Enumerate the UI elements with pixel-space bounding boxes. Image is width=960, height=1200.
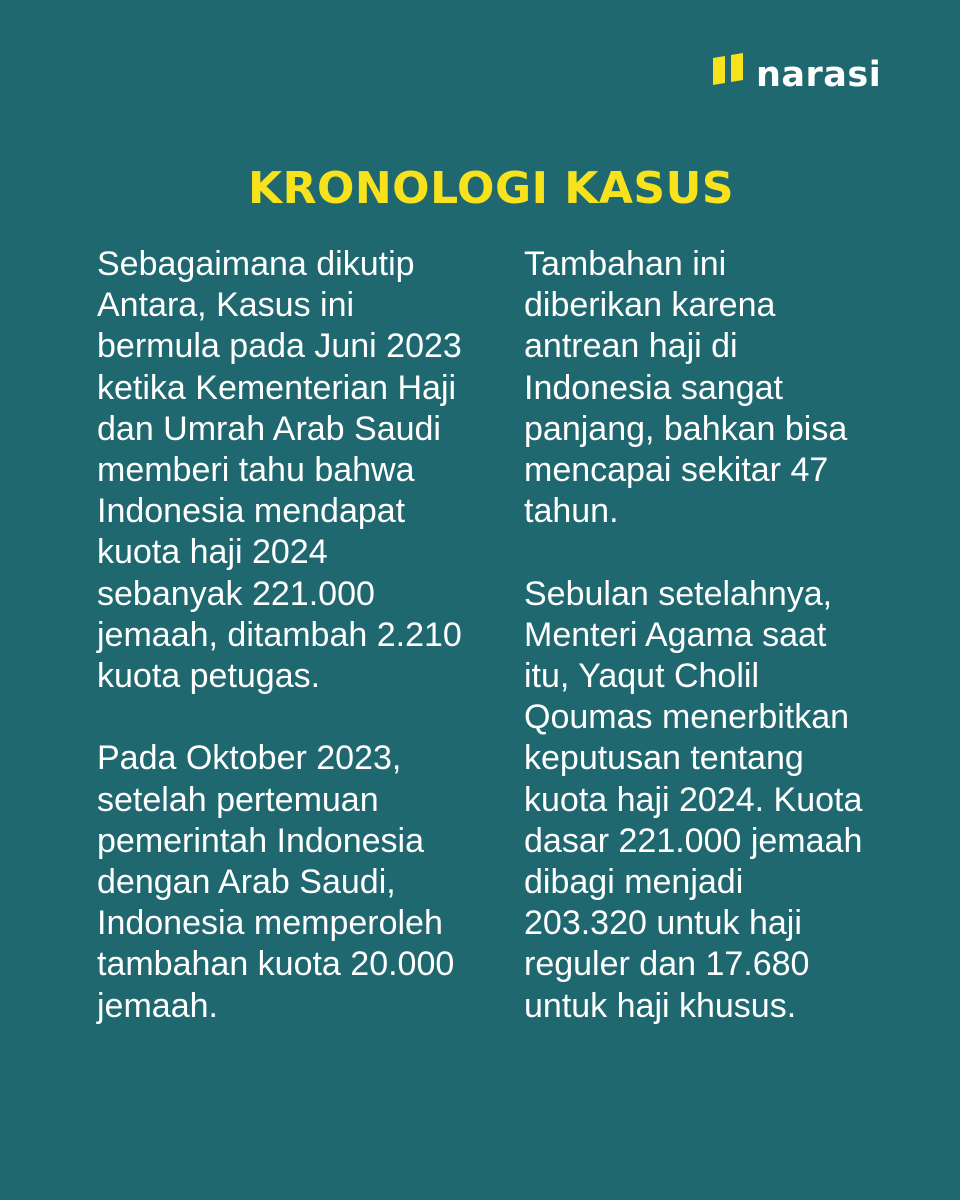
text-line: Qoumas menerbitkan bbox=[524, 698, 850, 737]
text-line: bermula pada Juni 2023 bbox=[97, 327, 462, 366]
text-line: Tambahan ini bbox=[524, 245, 727, 283]
paragraph bbox=[524, 574, 944, 1027]
left-column bbox=[97, 244, 497, 1027]
text-line: dengan Arab Saudi, bbox=[97, 863, 396, 902]
text-line: pemerintah Indonesia bbox=[97, 821, 425, 860]
text-line: dan Umrah Arab Saudi bbox=[97, 409, 441, 448]
text-line: untuk haji khusus. bbox=[524, 986, 797, 1025]
paragraph bbox=[97, 244, 497, 697]
text-line: jemaah. bbox=[97, 986, 218, 1025]
text-line: panjang, bahkan bisa bbox=[524, 409, 848, 448]
text-line: kuota haji 2024 bbox=[97, 533, 328, 572]
text-line: Menteri Agama saat bbox=[524, 615, 827, 654]
text-line: mencapai sekitar 47 bbox=[524, 451, 829, 490]
text-line: dibagi menjadi bbox=[524, 863, 744, 902]
paragraph bbox=[97, 738, 497, 1026]
text-line: ketika Kementerian Haji bbox=[97, 368, 457, 407]
text-line: dasar 221.000 jemaah bbox=[524, 821, 863, 860]
text-line: sebanyak 221.000 bbox=[97, 574, 375, 613]
logo-text: narasi bbox=[756, 55, 882, 95]
text-line: kuota petugas. bbox=[97, 657, 321, 696]
text-line: diberikan karena bbox=[524, 286, 776, 325]
text-line: tahun. bbox=[524, 492, 619, 531]
text-line: keputusan tentang bbox=[524, 739, 804, 778]
text-line: memberi tahu bahwa bbox=[97, 451, 415, 490]
page-title: KRONOLOGI KASUS bbox=[247, 163, 735, 214]
narasi-logo bbox=[710, 52, 882, 95]
text-line: antrean haji di bbox=[524, 327, 738, 366]
text-line: Pada Oktober 2023, bbox=[97, 739, 402, 778]
text-line: 203.320 untuk haji bbox=[524, 904, 802, 943]
text-line: Indonesia sangat bbox=[524, 368, 783, 407]
text-line: Sebagaimana dikutip bbox=[97, 245, 415, 283]
text-line: tambahan kuota 20.000 bbox=[97, 945, 455, 984]
text-line: jemaah, ditambah 2.210 bbox=[97, 615, 462, 654]
text-line: Indonesia mendapat bbox=[97, 492, 406, 531]
paragraph bbox=[524, 244, 944, 532]
text-line: Indonesia memperoleh bbox=[97, 904, 443, 943]
text-line: Sebulan setelahnya, bbox=[524, 574, 833, 613]
text-line: Antara, Kasus ini bbox=[97, 286, 355, 325]
text-line: reguler dan 17.680 bbox=[524, 945, 810, 984]
right-column bbox=[524, 244, 944, 1027]
text-line: setelah pertemuan bbox=[97, 780, 379, 819]
text-line: kuota haji 2024. Kuota bbox=[524, 780, 863, 819]
narasi-logo-mark-icon bbox=[710, 52, 750, 92]
text-line: itu, Yaqut Cholil bbox=[524, 657, 759, 696]
